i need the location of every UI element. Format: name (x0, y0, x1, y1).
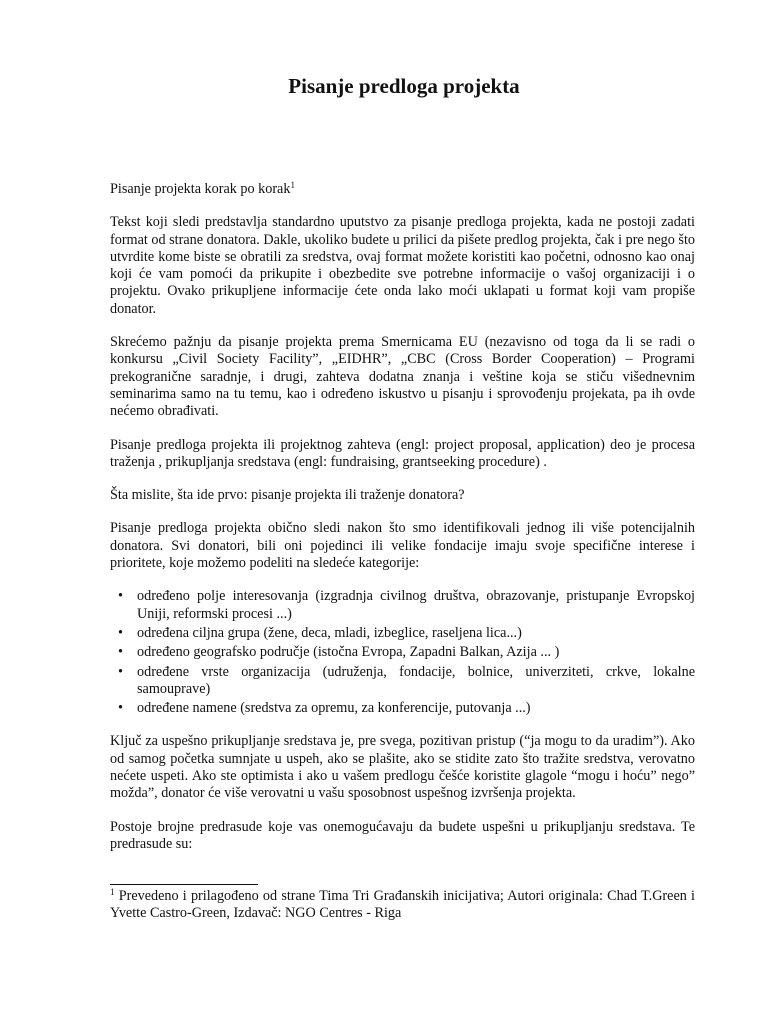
list-item (110, 625, 695, 642)
paragraph-intro: Tekst koji sledi predstavlja standardno uputstvo za pisanje predloga projekta, kada ne postoji zadati format od strane donatora. Dakle, ukoliko budete u prilici da pišete predlog projekta, čak i pre nego što utvrdite kome biste se obratili za sredstva, ovaj format možete koristiti kao početni, odnosno kao onaj koji će vam pomoći da prikupite i obezbedite sve potrebne informacije o vašoj organizaciji i o projektu. Ovako prikupljene informacije ćete onda lako moći uklapati u format koji vam propiše donator. (110, 214, 695, 317)
paragraph-eu-guidelines: Skrećemo pažnju da pisanje projekta prema Smernicama EU (nezavisno od toga da li se radi o konkursu „Civil Society Facility”, „EIDHR”, „CBC (Cross Border Cooperation) – Programi prekogranične saradnje, i drugi, zahteva dodatna znanja i veštine koja se stiču višednevnim seminarima samo na tu temu, kao i određeno iskustvo u pisanju i sprovođenju projekata, pa ih ovde nećemo obrađivati. (110, 334, 695, 420)
paragraph-key-to-success: Ključ za uspešno prikupljanje sredstava je, pre svega, pozitivan pristup (“ja mogu to da uradim”). Ako od samog početka sumnjate u uspeh, ako se plašite, ako se stidite zato što tražite sredstva, verovatno nećete uspeti. Ako ste optimista i ako u vašem predlogu češće koristite glagole “mogu i hoću” nego” možda”, donator će više verovatni u vašu sposobnost uspešnog izvršenja projekta. (110, 733, 695, 802)
footnote-ref: 1 (290, 180, 295, 190)
subtitle-text: Pisanje projekta korak po korak (110, 181, 291, 197)
section-subtitle (110, 181, 695, 198)
footnote-divider (110, 884, 258, 885)
donor-priorities-list (110, 588, 695, 717)
document-title: Pisanje predloga projekta (288, 74, 520, 98)
paragraph-question: Šta mislite, šta ide prvo: pisanje projekta ili traženje donatora? (110, 487, 465, 504)
list-item (110, 588, 695, 623)
paragraph-donors: Pisanje predloga projekta obično sledi nakon što smo identifikovali jednog ili više potencijalnih donatora. Svi donatori, bili oni pojedinci ili velike fondacije imaju svoje specifične interese i prioritete, koje možemo podeliti na sledeće kategorije: (110, 520, 695, 572)
footnote (110, 888, 695, 923)
list-item-text: određeno geografsko područje (istočna Evropa, Zapadni Balkan, Azija ... ) (137, 644, 560, 661)
list-item (110, 700, 695, 717)
footnote-text: Prevedeno i prilagođeno od strane Tima Tri Građanskih inicijativa; Autori originala: Chad T.Green i Yvette Castro-Green, Izdavač: NGO Centres - Riga (110, 888, 695, 922)
list-item-text: određene vrste organizacija (udruženja, fondacije, bolnice, univerziteti, crkve, lokalne samouprave) (137, 663, 695, 697)
paragraph-prejudices: Postoje brojne predrasude koje vas onemogućavaju da budete uspešni u prikupljanju sredstava. Te predrasude su: (110, 818, 695, 852)
bullet-icon: • (118, 588, 123, 605)
list-item (110, 644, 695, 661)
list-item-text: određene namene (sredstva za opremu, za konferencije, putovanja ...) (137, 700, 531, 717)
bullet-icon: • (118, 663, 123, 680)
bullet-icon: • (118, 700, 123, 717)
list-item-text: određena ciljna grupa (žene, deca, mladi, izbeglice, raseljena lica...) (137, 624, 522, 641)
list-item-text: određeno polje interesovanja (izgradnja civilnog društva, obrazovanje, pristupanje Evropskoj Uniji, reformski procesi ...) (137, 588, 695, 622)
footnote-marker: 1 (110, 887, 115, 897)
bullet-icon: • (118, 624, 123, 641)
bullet-icon: • (118, 644, 123, 661)
list-item (110, 664, 695, 699)
paragraph-definition: Pisanje predloga projekta ili projektnog zahteva (engl: project proposal, application) deo je procesa traženja , prikupljanja sredstava (engl: fundraising, grantseeking procedure) . (110, 436, 695, 470)
document-body (110, 181, 695, 869)
